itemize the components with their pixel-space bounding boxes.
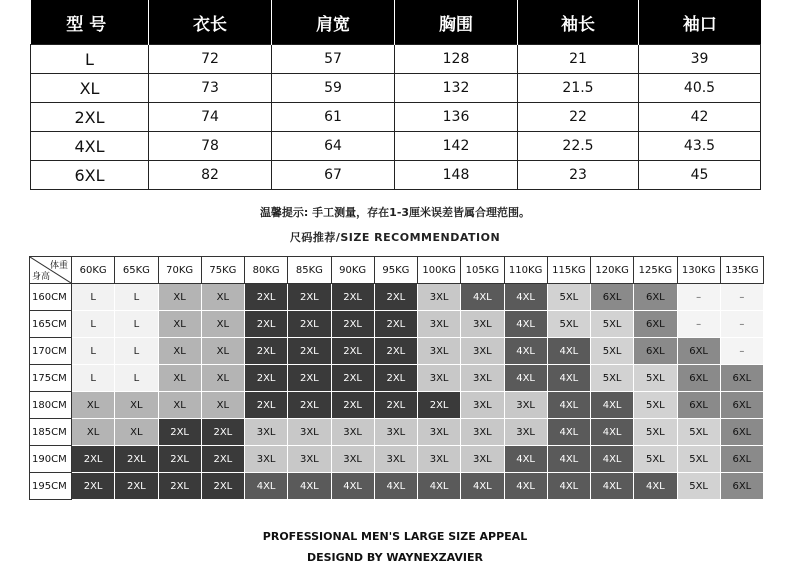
measurement-value: 45 xyxy=(639,161,761,190)
measurement-value: 43.5 xyxy=(639,132,761,161)
recommended-size-cell: 5XL xyxy=(677,473,720,500)
measurement-value: 22 xyxy=(518,103,639,132)
recommended-size-cell: 3XL xyxy=(504,419,547,446)
height-label: 190CM xyxy=(30,446,72,473)
height-row xyxy=(30,311,764,338)
recommended-size-cell: L xyxy=(115,311,158,338)
weight-header: 135KG xyxy=(720,257,763,284)
measurement-value: 22.5 xyxy=(518,132,639,161)
recommended-size-cell: 4XL xyxy=(547,392,590,419)
measurement-value: 73 xyxy=(149,74,272,103)
recommended-size-cell: 4XL xyxy=(504,338,547,365)
measurement-value: 67 xyxy=(272,161,395,190)
recommended-size-cell: 2XL xyxy=(418,392,461,419)
weight-header: 100KG xyxy=(418,257,461,284)
weight-header: 90KG xyxy=(331,257,374,284)
measurement-value: 39 xyxy=(639,45,761,74)
recommended-size-cell: 6XL xyxy=(634,338,677,365)
header-model: 型号 xyxy=(31,0,149,45)
recommended-size-cell: 2XL xyxy=(245,284,288,311)
recommended-size-cell: 4XL xyxy=(504,311,547,338)
weight-header: 120KG xyxy=(591,257,634,284)
grid-corner xyxy=(30,257,72,284)
recommended-size-cell: 3XL xyxy=(418,284,461,311)
recommended-size-cell: 4XL xyxy=(504,473,547,500)
recommended-size-cell: 3XL xyxy=(461,392,504,419)
recommended-size-cell: 3XL xyxy=(461,311,504,338)
measurement-header-row xyxy=(31,0,761,45)
recommended-size-cell: 2XL xyxy=(201,419,244,446)
recommended-size-cell: 4XL xyxy=(504,446,547,473)
recommended-size-cell: 6XL xyxy=(720,419,763,446)
recommended-size-cell: 2XL xyxy=(201,473,244,500)
measurement-value: 82 xyxy=(149,161,272,190)
recommended-size-cell: 4XL xyxy=(547,473,590,500)
measurement-value: 142 xyxy=(395,132,518,161)
recommended-size-cell: – xyxy=(677,284,720,311)
height-label: 185CM xyxy=(30,419,72,446)
weight-header: 60KG xyxy=(72,257,115,284)
recommended-size-cell: 4XL xyxy=(547,365,590,392)
recommended-size-cell: 2XL xyxy=(245,311,288,338)
height-label: 180CM xyxy=(30,392,72,419)
measurement-row xyxy=(31,45,761,74)
recommended-size-cell: L xyxy=(115,365,158,392)
footer-slogan: PROFESSIONAL MEN'S LARGE SIZE APPEAL xyxy=(262,530,528,543)
recommended-size-cell: 2XL xyxy=(374,284,417,311)
recommended-size-cell: 5XL xyxy=(591,338,634,365)
header-chest: 胸围 xyxy=(395,0,518,45)
recommended-size-cell: 5XL xyxy=(547,284,590,311)
recommended-size-cell: 4XL xyxy=(288,473,331,500)
recommended-size-cell: 5XL xyxy=(634,419,677,446)
recommended-size-cell: L xyxy=(72,338,115,365)
measurement-value: 40.5 xyxy=(639,74,761,103)
recommended-size-cell: 4XL xyxy=(547,338,590,365)
recommended-size-cell: 5XL xyxy=(634,365,677,392)
recommended-size-cell: 3XL xyxy=(461,365,504,392)
recommended-size-cell: 4XL xyxy=(245,473,288,500)
recommended-size-cell: 5XL xyxy=(634,446,677,473)
recommended-size-cell: 3XL xyxy=(288,446,331,473)
recommended-size-cell: 2XL xyxy=(331,365,374,392)
recommended-size-cell: 2XL xyxy=(158,446,201,473)
recommended-size-cell: 4XL xyxy=(331,473,374,500)
recommended-size-cell: 4XL xyxy=(634,473,677,500)
height-row xyxy=(30,392,764,419)
recommended-size-cell: 6XL xyxy=(634,311,677,338)
recommended-size-cell: XL xyxy=(72,392,115,419)
recommended-size-cell: 4XL xyxy=(591,392,634,419)
recommended-size-cell: 3XL xyxy=(418,365,461,392)
recommended-size-cell: 4XL xyxy=(504,365,547,392)
height-label: 160CM xyxy=(30,284,72,311)
recommended-size-cell: 3XL xyxy=(461,419,504,446)
recommended-size-cell: XL xyxy=(158,365,201,392)
recommended-size-cell: 2XL xyxy=(331,284,374,311)
recommended-size-cell: 3XL xyxy=(331,419,374,446)
measurement-row xyxy=(31,132,761,161)
height-label: 165CM xyxy=(30,311,72,338)
recommended-size-cell: 5XL xyxy=(677,446,720,473)
measurement-row xyxy=(31,103,761,132)
size-label: L xyxy=(31,45,149,74)
recommended-size-cell: 5XL xyxy=(591,311,634,338)
recommended-size-cell: L xyxy=(72,311,115,338)
height-row xyxy=(30,473,764,500)
recommended-size-cell: 2XL xyxy=(158,419,201,446)
recommended-size-cell: 3XL xyxy=(288,419,331,446)
recommended-size-cell: 6XL xyxy=(720,392,763,419)
recommended-size-cell: 2XL xyxy=(288,311,331,338)
recommended-size-cell: 2XL xyxy=(245,338,288,365)
recommended-size-cell: 3XL xyxy=(374,446,417,473)
recommended-size-cell: XL xyxy=(158,338,201,365)
weight-header: 105KG xyxy=(461,257,504,284)
recommended-size-cell: 2XL xyxy=(331,311,374,338)
corner-height-label: 身高 xyxy=(32,272,51,282)
recommended-size-cell: 2XL xyxy=(331,338,374,365)
recommended-size-cell: 6XL xyxy=(591,284,634,311)
measurement-note: 温馨提示: 手工测量，存在1-3厘米误差皆属合理范围。 xyxy=(259,206,531,219)
size-label: 2XL xyxy=(31,103,149,132)
recommended-size-cell: – xyxy=(720,284,763,311)
recommended-size-cell: 2XL xyxy=(374,338,417,365)
recommended-size-cell: 3XL xyxy=(245,419,288,446)
recommended-size-cell: L xyxy=(115,338,158,365)
measurement-value: 42 xyxy=(639,103,761,132)
recommended-size-cell: XL xyxy=(201,338,244,365)
recommended-size-cell: XL xyxy=(158,284,201,311)
measurement-value: 128 xyxy=(395,45,518,74)
recommended-size-cell: 3XL xyxy=(374,419,417,446)
size-recommendation-grid xyxy=(29,256,764,500)
height-label: 195CM xyxy=(30,473,72,500)
recommended-size-cell: 2XL xyxy=(374,365,417,392)
weight-header: 125KG xyxy=(634,257,677,284)
recommended-size-cell: XL xyxy=(72,419,115,446)
recommended-size-cell: 3XL xyxy=(418,338,461,365)
height-row xyxy=(30,365,764,392)
header-shoulder: 肩宽 xyxy=(272,0,395,45)
measurement-value: 21.5 xyxy=(518,74,639,103)
header-sleeve: 袖长 xyxy=(518,0,639,45)
recommended-size-cell: 3XL xyxy=(418,446,461,473)
recommended-size-cell: – xyxy=(720,338,763,365)
weight-header: 95KG xyxy=(374,257,417,284)
recommended-size-cell: 5XL xyxy=(634,392,677,419)
recommended-size-cell: – xyxy=(677,311,720,338)
measurement-value: 59 xyxy=(272,74,395,103)
measurement-value: 74 xyxy=(149,103,272,132)
measurement-value: 136 xyxy=(395,103,518,132)
size-label: XL xyxy=(31,74,149,103)
recommended-size-cell: 2XL xyxy=(158,473,201,500)
recommended-size-cell: L xyxy=(72,284,115,311)
recommended-size-cell: 4XL xyxy=(591,419,634,446)
recommended-size-cell: 6XL xyxy=(720,365,763,392)
header-length: 衣长 xyxy=(149,0,272,45)
recommended-size-cell: 5XL xyxy=(591,365,634,392)
recommended-size-cell: 2XL xyxy=(72,446,115,473)
recommended-size-cell: 2XL xyxy=(245,392,288,419)
recommended-size-cell: XL xyxy=(201,392,244,419)
recommended-size-cell: 2XL xyxy=(288,338,331,365)
recommended-size-cell: 2XL xyxy=(374,392,417,419)
height-row xyxy=(30,338,764,365)
recommended-size-cell: 6XL xyxy=(677,338,720,365)
measurement-value: 57 xyxy=(272,45,395,74)
weight-header: 70KG xyxy=(158,257,201,284)
recommended-size-cell: – xyxy=(720,311,763,338)
footer-designer: DESIGND BY WAYNEXZAVIER xyxy=(306,551,484,564)
recommended-size-cell: 3XL xyxy=(245,446,288,473)
measurement-value: 23 xyxy=(518,161,639,190)
height-row xyxy=(30,284,764,311)
recommended-size-cell: 4XL xyxy=(547,419,590,446)
recommended-size-cell: 2XL xyxy=(288,284,331,311)
corner-weight-label: 体重 xyxy=(49,261,68,271)
recommended-size-cell: 2XL xyxy=(374,311,417,338)
header-cuff: 袖口 xyxy=(639,0,761,45)
recommended-size-cell: 5XL xyxy=(547,311,590,338)
recommended-size-cell: 3XL xyxy=(504,392,547,419)
weight-header: 115KG xyxy=(547,257,590,284)
recommended-size-cell: XL xyxy=(115,419,158,446)
weight-header: 80KG xyxy=(245,257,288,284)
recommended-size-cell: 2XL xyxy=(288,365,331,392)
recommended-size-cell: 4XL xyxy=(374,473,417,500)
recommended-size-cell: XL xyxy=(201,284,244,311)
recommended-size-cell: XL xyxy=(201,311,244,338)
recommended-size-cell: 2XL xyxy=(245,365,288,392)
recommended-size-cell: 6XL xyxy=(677,392,720,419)
recommended-size-cell: 2XL xyxy=(72,473,115,500)
recommended-size-cell: 6XL xyxy=(720,473,763,500)
recommended-size-cell: 2XL xyxy=(115,446,158,473)
recommended-size-cell: 3XL xyxy=(461,446,504,473)
measurement-row xyxy=(31,74,761,103)
recommended-size-cell: XL xyxy=(158,392,201,419)
recommended-size-cell: 4XL xyxy=(547,446,590,473)
recommendation-title: 尺码推荐/SIZE RECOMMENDATION xyxy=(289,231,501,244)
recommended-size-cell: 2XL xyxy=(288,392,331,419)
weight-header-row xyxy=(30,257,764,284)
weight-header: 85KG xyxy=(288,257,331,284)
height-row xyxy=(30,419,764,446)
measurement-value: 21 xyxy=(518,45,639,74)
measurement-value: 72 xyxy=(149,45,272,74)
recommended-size-cell: XL xyxy=(115,392,158,419)
recommended-size-cell: 4XL xyxy=(461,473,504,500)
recommended-size-cell: L xyxy=(72,365,115,392)
recommended-size-cell: 3XL xyxy=(418,311,461,338)
measurement-value: 78 xyxy=(149,132,272,161)
height-row xyxy=(30,446,764,473)
size-label: 4XL xyxy=(31,132,149,161)
size-label: 6XL xyxy=(31,161,149,190)
recommended-size-cell: 2XL xyxy=(201,446,244,473)
recommended-size-cell: 3XL xyxy=(418,419,461,446)
recommended-size-cell: 5XL xyxy=(677,419,720,446)
weight-header: 110KG xyxy=(504,257,547,284)
height-label: 175CM xyxy=(30,365,72,392)
recommended-size-cell: XL xyxy=(201,365,244,392)
recommended-size-cell: 4XL xyxy=(418,473,461,500)
recommended-size-cell: 3XL xyxy=(461,338,504,365)
recommended-size-cell: 4XL xyxy=(461,284,504,311)
recommended-size-cell: 3XL xyxy=(331,446,374,473)
recommended-size-cell: 2XL xyxy=(331,392,374,419)
recommended-size-cell: 4XL xyxy=(591,446,634,473)
measurement-value: 148 xyxy=(395,161,518,190)
size-measurement-table xyxy=(30,0,761,190)
recommended-size-cell: 6XL xyxy=(634,284,677,311)
measurement-value: 132 xyxy=(395,74,518,103)
recommended-size-cell: 6XL xyxy=(720,446,763,473)
recommended-size-cell: 4XL xyxy=(591,473,634,500)
recommended-size-cell: L xyxy=(115,284,158,311)
measurement-row xyxy=(31,161,761,190)
recommended-size-cell: 6XL xyxy=(677,365,720,392)
weight-header: 65KG xyxy=(115,257,158,284)
height-label: 170CM xyxy=(30,338,72,365)
measurement-value: 61 xyxy=(272,103,395,132)
weight-header: 75KG xyxy=(201,257,244,284)
recommended-size-cell: 2XL xyxy=(115,473,158,500)
recommended-size-cell: XL xyxy=(158,311,201,338)
recommended-size-cell: 4XL xyxy=(504,284,547,311)
weight-header: 130KG xyxy=(677,257,720,284)
measurement-value: 64 xyxy=(272,132,395,161)
